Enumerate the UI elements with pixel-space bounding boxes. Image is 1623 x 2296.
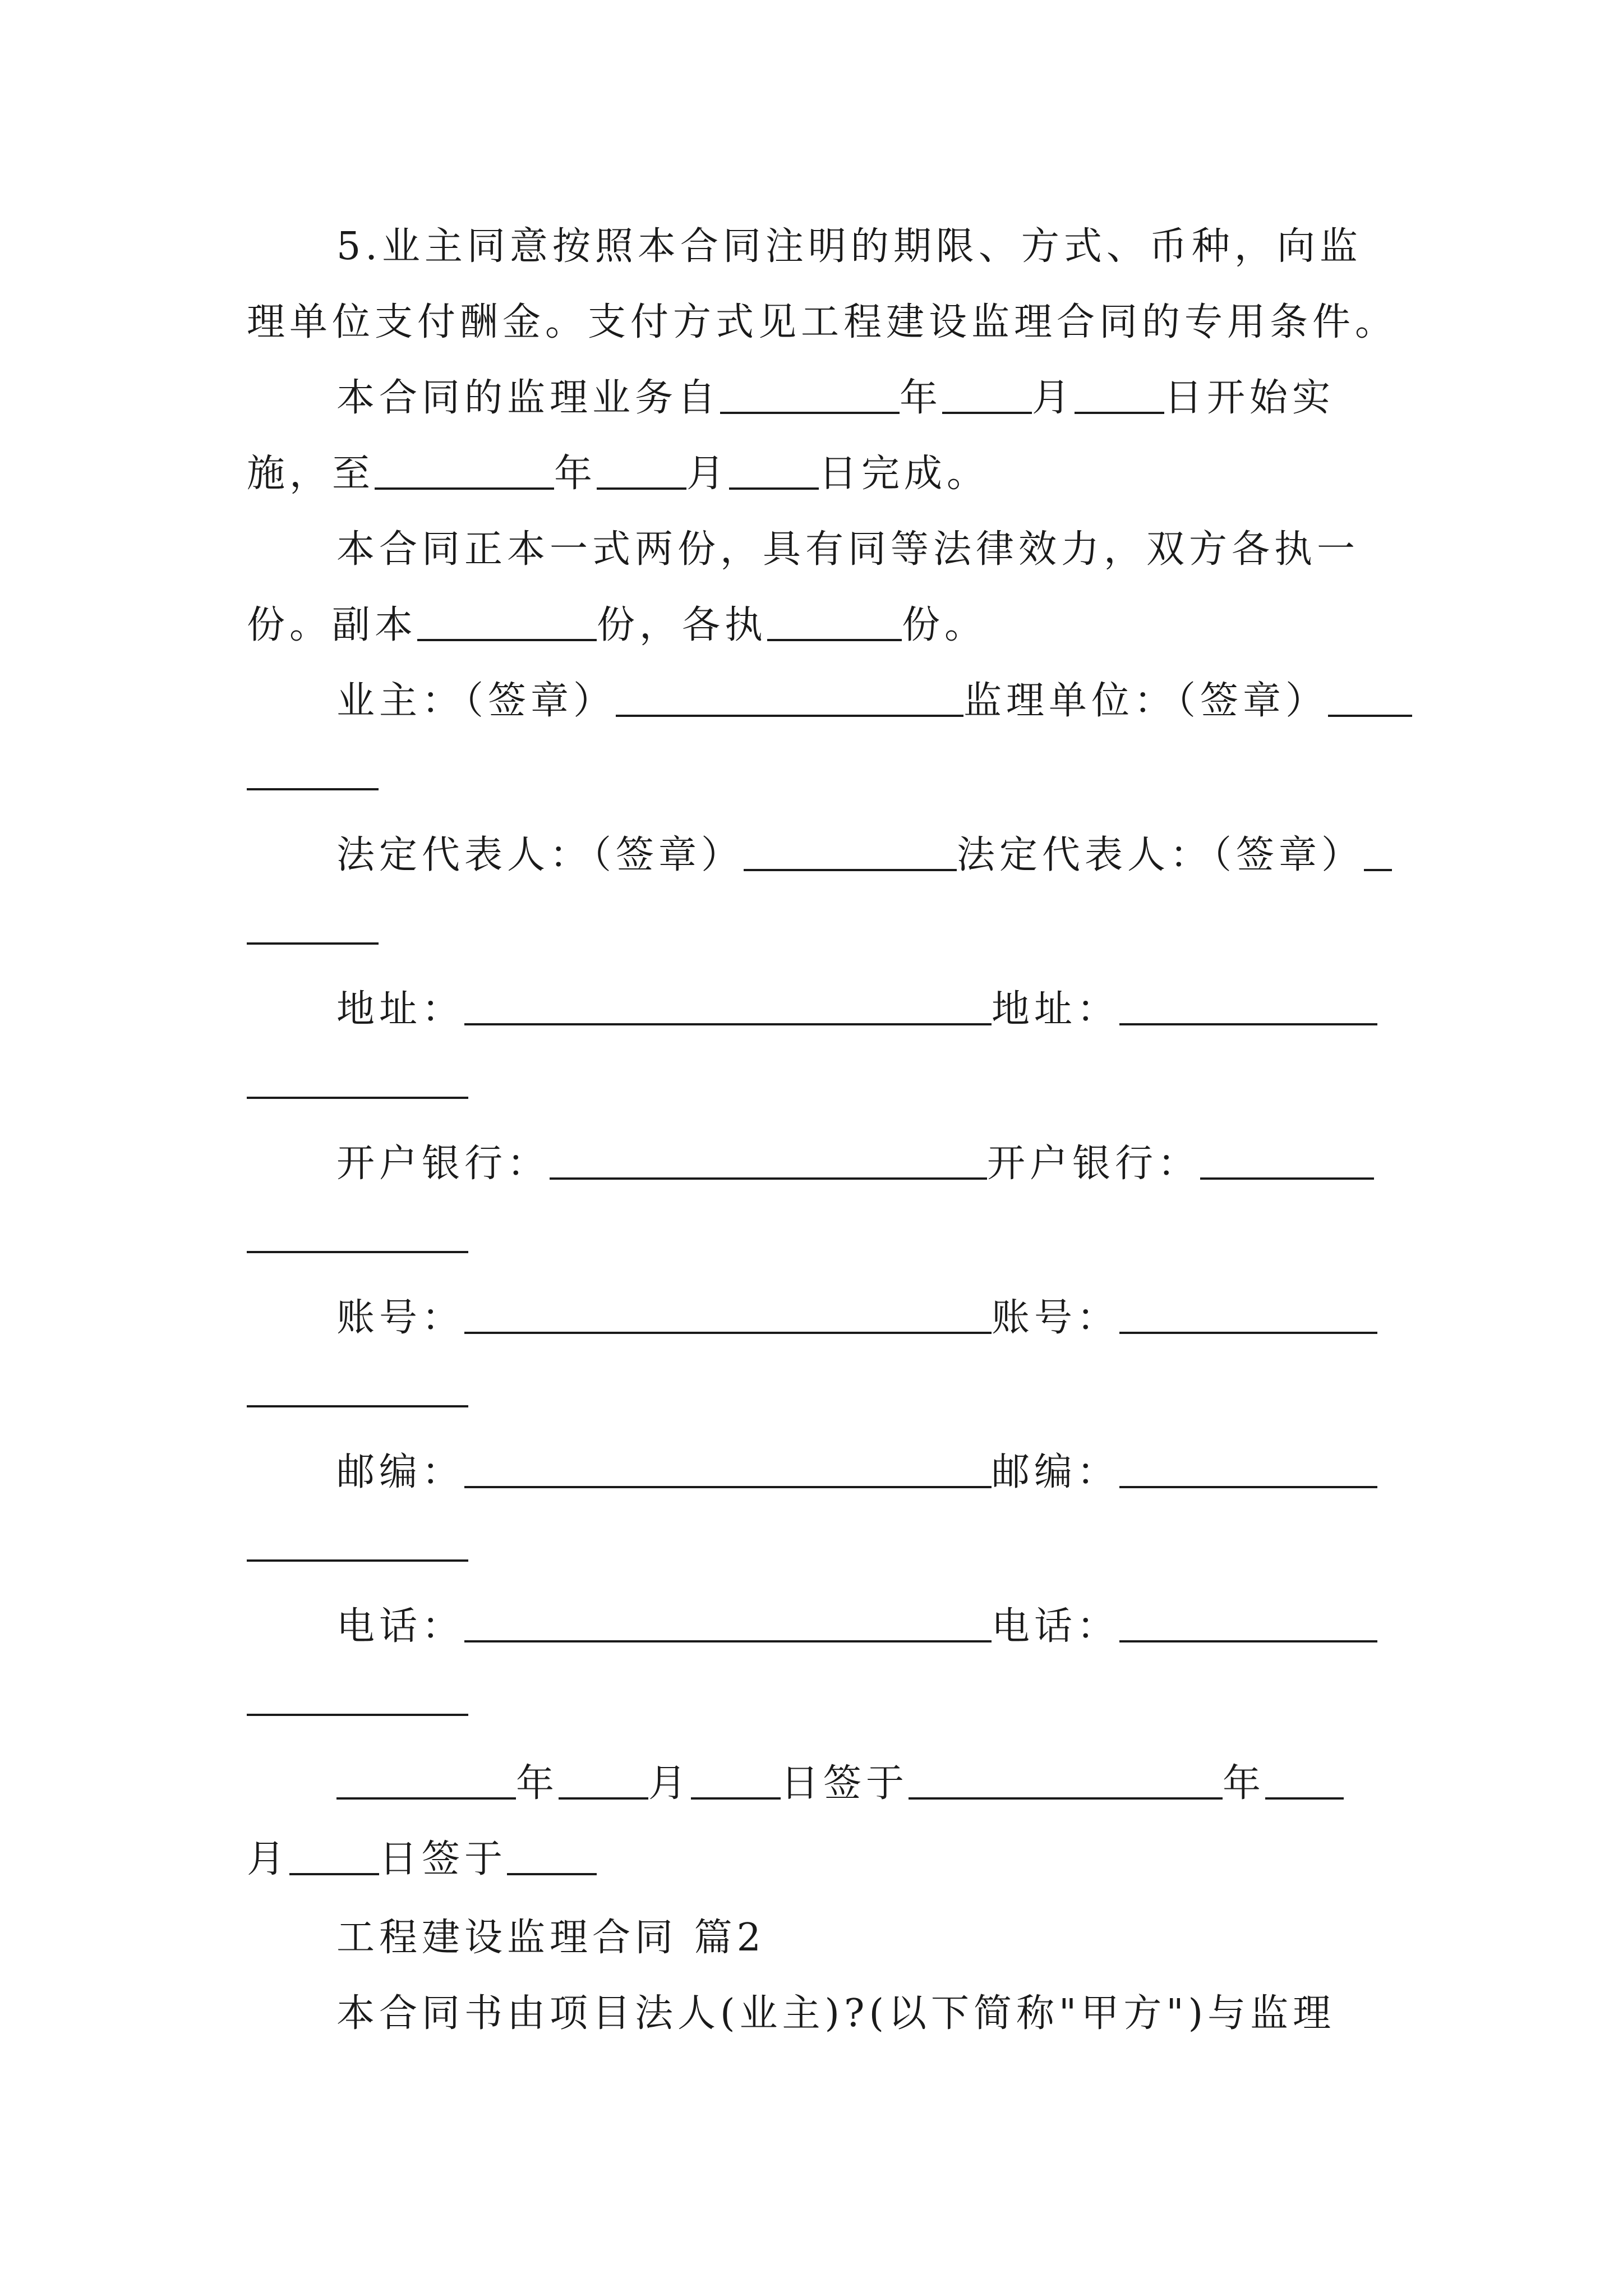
bank-supervisor-blank-cont[interactable]	[247, 1251, 468, 1253]
copies-text-end: 份。	[902, 603, 988, 647]
address-label-supervisor: 地址：	[992, 987, 1120, 1032]
legal-rep-supervisor-blank[interactable]	[1364, 830, 1392, 871]
copies-line-1	[336, 519, 1359, 581]
account-label-owner: 账号：	[336, 1296, 465, 1340]
address-label-owner: 地址：	[336, 987, 465, 1032]
end-day-blank[interactable]	[729, 448, 819, 490]
address-supervisor-blank-cont[interactable]	[247, 1097, 468, 1099]
bank-label-supervisor: 开户银行：	[987, 1142, 1201, 1186]
postcode-label-supervisor: 邮编：	[992, 1450, 1120, 1494]
signing-date-line-2	[247, 1829, 597, 1890]
duration-line-2	[247, 443, 989, 505]
copies-text-1: 本合同正本一式两份，具有同等法律效力，双方各执一	[336, 527, 1360, 572]
section-heading-text: 工程建设监理合同 篇2	[336, 1916, 766, 1960]
copies-line-2	[247, 595, 987, 656]
postcode-line	[336, 1442, 1377, 1503]
month-label: 月	[686, 452, 730, 496]
postcode-supervisor-blank[interactable]	[1119, 1447, 1377, 1488]
phone-owner-blank[interactable]	[464, 1601, 992, 1642]
account-line	[336, 1287, 1377, 1349]
sign-month-2-blank[interactable]	[289, 1834, 379, 1875]
bank-supervisor-blank[interactable]	[1200, 1138, 1374, 1180]
each-count-blank[interactable]	[767, 600, 902, 641]
supervisor-signature-blank[interactable]	[1328, 675, 1412, 717]
legal-rep-line	[336, 825, 1392, 886]
legal-rep-owner-blank[interactable]	[744, 830, 957, 871]
supervisor-signature-blank-cont[interactable]	[247, 788, 379, 790]
clause-5-text-1: 5.业主同意按照本合同注明的期限、方式、币种，向监	[336, 224, 1362, 269]
clause-5-line-1	[336, 216, 1362, 278]
address-supervisor-blank[interactable]	[1119, 984, 1377, 1025]
duration-text-start: 本合同的监理业务自	[336, 376, 721, 420]
postcode-label-owner: 邮编：	[336, 1450, 465, 1494]
address-line	[336, 979, 1377, 1041]
year-label: 年	[900, 376, 943, 420]
end-year-blank[interactable]	[375, 448, 554, 490]
postcode-supervisor-blank-cont[interactable]	[247, 1559, 468, 1562]
duration-text-begin: 日开始实	[1164, 376, 1335, 420]
account-label-supervisor: 账号：	[992, 1296, 1120, 1340]
sign-place-1-blank[interactable]	[909, 1758, 1223, 1800]
sign-day-1-blank[interactable]	[691, 1758, 781, 1800]
address-owner-blank[interactable]	[464, 984, 992, 1025]
phone-supervisor-blank-cont[interactable]	[247, 1714, 468, 1716]
duration-text-complete: 日完成。	[819, 452, 990, 496]
sign-month-1-label: 月	[648, 1761, 691, 1806]
sign-year-1-label: 年	[516, 1761, 559, 1806]
legal-rep-supervisor-blank-cont[interactable]	[247, 942, 379, 945]
clause-5-text-2: 理单位支付酬金。支付方式见工程建设监理合同的专用条件。	[247, 300, 1398, 344]
account-owner-blank[interactable]	[464, 1292, 992, 1334]
sign-year-1-blank[interactable]	[336, 1758, 516, 1800]
account-supervisor-blank[interactable]	[1119, 1292, 1377, 1334]
contract-intro-line	[336, 1983, 1335, 2045]
bank-owner-blank[interactable]	[550, 1138, 987, 1180]
duration-text-to: 施，至	[247, 452, 375, 496]
owner-label: 业主：（签章）	[336, 679, 616, 723]
duration-line-1	[336, 367, 1335, 429]
sign-year-2-label: 年	[1223, 1761, 1266, 1806]
bank-line	[336, 1133, 1374, 1195]
signing-date-line-1	[336, 1753, 1344, 1815]
contract-intro-text: 本合同书由项目法人(业主)?(以下简称"甲方")与监理	[336, 1991, 1336, 2036]
sign-month-2-label: 月	[247, 1837, 290, 1881]
sign-day-1-label: 日签于	[781, 1761, 909, 1806]
end-month-blank[interactable]	[597, 448, 686, 490]
sign-month-1-blank[interactable]	[559, 1758, 648, 1800]
clause-5-line-2	[247, 292, 1398, 353]
month-label: 月	[1032, 376, 1075, 420]
legal-rep-label-supervisor: 法定代表人：（签章）	[957, 833, 1364, 877]
bank-label-owner: 开户银行：	[336, 1142, 550, 1186]
sign-place-2-blank[interactable]	[507, 1834, 597, 1875]
owner-supervisor-line	[336, 670, 1412, 732]
copies-text-each: 份，各执	[597, 603, 768, 647]
copies-text-duplicate: 份。副本	[247, 603, 418, 647]
sign-day-2-label: 日签于	[379, 1837, 508, 1881]
duplicate-count-blank[interactable]	[417, 600, 597, 641]
year-label: 年	[554, 452, 597, 496]
account-supervisor-blank-cont[interactable]	[247, 1405, 468, 1407]
start-month-blank[interactable]	[942, 372, 1032, 414]
owner-signature-blank[interactable]	[616, 675, 963, 717]
start-day-blank[interactable]	[1075, 372, 1164, 414]
supervisor-label: 监理单位：（签章）	[963, 679, 1329, 723]
sign-year-2-blank[interactable]	[1265, 1758, 1344, 1800]
postcode-owner-blank[interactable]	[464, 1447, 992, 1488]
start-year-blank[interactable]	[720, 372, 900, 414]
legal-rep-label-owner: 法定代表人：（签章）	[336, 833, 744, 877]
phone-label-owner: 电话：	[336, 1604, 465, 1649]
section-heading	[336, 1907, 766, 1969]
phone-supervisor-blank[interactable]	[1119, 1601, 1377, 1642]
phone-label-supervisor: 电话：	[992, 1604, 1120, 1649]
phone-line	[336, 1596, 1377, 1658]
